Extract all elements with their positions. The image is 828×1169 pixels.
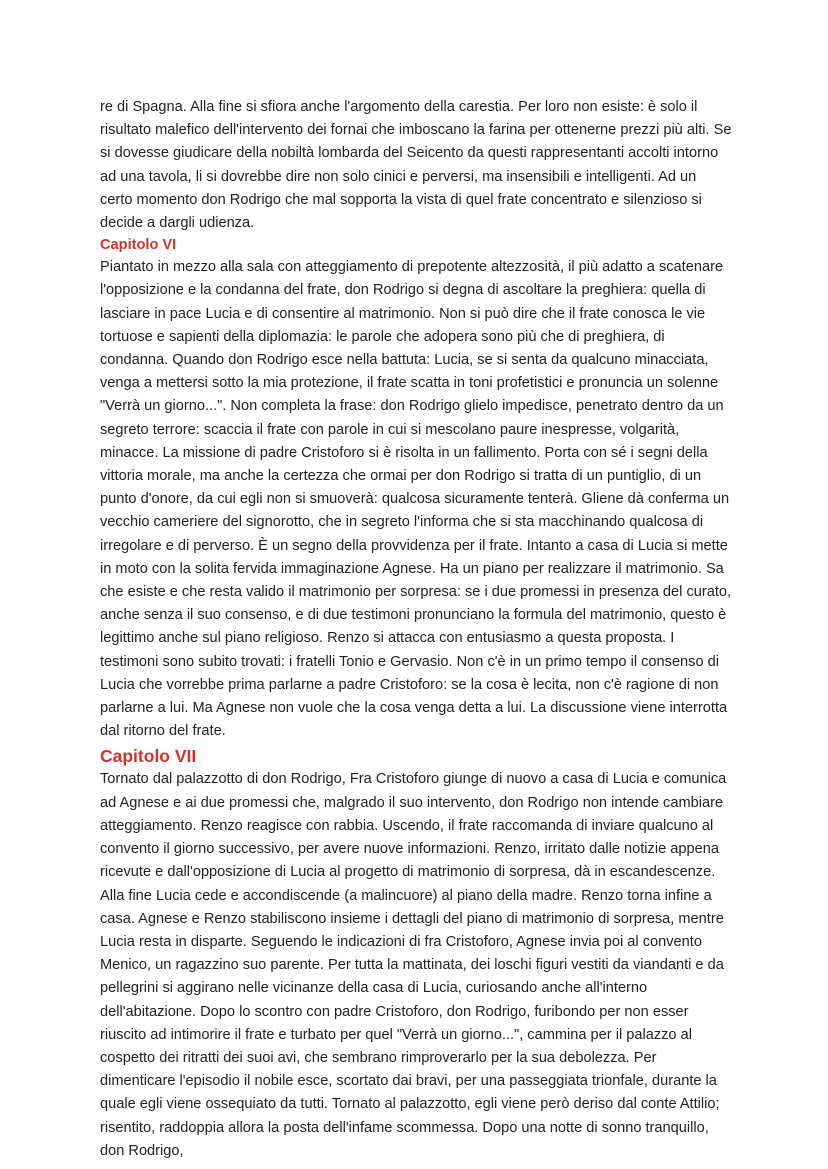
chapter-heading-vi: Capitolo VI <box>100 237 177 254</box>
chapter-heading-vii: Capitolo VII <box>100 746 197 767</box>
paragraph-intro: re di Spagna. Alla fine si sfiora anche l'argomento della carestia. Per loro non esiste: è solo il risultato malefico dell'intervento dei fornai che imboscano la farina per ottenerne prezzi più alti. Se si dovesse giudicare della nobiltà lombarda del Seicento da questi rappresentanti accolti intorno ad una tavola, li si dovrebbe dire non solo cinici e perversi, ma insensibili e intelligenti. Ad un certo momento don Rodrigo che mal sopporta la vista di quel frate concentrato e silenzioso si decide a dargli udienza. <box>100 99 732 232</box>
paragraph-chapter-vi: Piantato in mezzo alla sala con atteggiamento di prepotente altezzosità, il più adatto a scatenare l'opposizione e la condanna del frate, don Rodrigo si degna di ascoltare la preghiera: quella di lasciare in pace Lucia e di consentire al matrimonio. Non si può dire che il frate conosca le vie tortuose e sapienti della diplomazia: le parole che adopera sono più che di preghiera, di condanna. Quando don Rodrigo esce nella battuta: Lucia, se si senta da qualcuno minacciata, venga a mettersi sotto la mia protezione, il frate scatta in toni profetistici e pronuncia un solenne "Verrà un giorno...". Non completa la frase: don Rodrigo glielo impedisce, penetrato dentro da un segreto terrore: scaccia il frate con parole in cui si mescolano paure inespresse, volgarità, minacce. La missione di padre Cristoforo si è risolta in un fallimento. Porta con sé i segni della vittoria morale, ma anche la certezza che ormai per don Rodrigo si tratta di un puntiglio, di un punto d'onore, da cui egli non si smuoverà: qualcosa sicuramente tenterà. Gliene dà conferma un vecchio cameriere del signorotto, che in segreto l'informa che si sta macchinando qualcosa di irregolare e di perverso. È un segno della provvidenza per il frate. Intanto a casa di Lucia si mette in moto con la solita fervida immaginazione Agnese. Ha un piano per realizzare il matrimonio. Sa che esiste e che resta valido il matrimonio per sorpresa: se i due promessi in presenza del curato, anche senza il suo consenso, e di due testimoni pronunciano la formula del matrimonio, questo è legittimo anche sul piano religioso. Renzo si attacca con entusiasmo a questa proposta. I testimoni sono subito trovati: i fratelli Tonio e Gervasio. Non c'è in un primo tempo il consenso di Lucia che vorrebbe prima parlarne a padre Cristoforo: se la cosa è lecita, non c'è ragione di non parlarne a lui. Ma Agnese non vuole che la cosa venga detta a lui. La discussione viene interrotta dal ritorno del frate. <box>100 259 732 740</box>
paragraph-chapter-vii: Tornato dal palazzotto di don Rodrigo, Fra Cristoforo giunge di nuovo a casa di Lucia e comunica ad Agnese e ai due promessi che, malgrado il suo intervento, don Rodrigo non intende cambiare atteggiamento. Renzo reagisce con rabbia. Uscendo, il frate raccomanda di inviare qualcuno al convento il giorno successivo, per avere nuove informazioni. Renzo, irritato dalle notizie appena ricevute e dall'opposizione di Lucia al progetto di matrimonio di sorpresa, dà in escandescenze. Alla fine Lucia cede e accondiscende (a malincuore) al piano della madre. Renzo torna infine a casa. Agnese e Renzo stabiliscono insieme i dettagli del piano di matrimonio di sorpresa, mentre Lucia resta in disparte. Seguendo le indicazioni di fra Cristoforo, Agnese invia poi al convento Menico, un ragazzino suo parente. Per tutta la mattinata, dei loschi figuri vestiti da viandanti e da pellegrini si aggirano nelle vicinanze della casa di Lucia, curiosando anche all'interno dell'abitazione. Dopo lo scontro con padre Cristoforo, don Rodrigo, furibondo per non esser riuscito ad intimorire il frate e turbato per quel "Verrà un giorno...", cammina per il palazzo al cospetto dei ritratti dei suoi avi, che sembrano rimproverarlo per la sua debolezza. Per dimenticare l'episodio il nobile esce, scortato dai bravi, per una passeggiata trionfale, durante la quale egli viene ossequiato da tutti. Tornato al palazzotto, egli viene però deriso dal conte Attilio; risentito, raddoppia allora la posta dell'infame scommessa. Dopo una notte di sonno tranquillo, don Rodrigo, <box>100 771 727 1159</box>
document-page <box>100 96 732 1163</box>
